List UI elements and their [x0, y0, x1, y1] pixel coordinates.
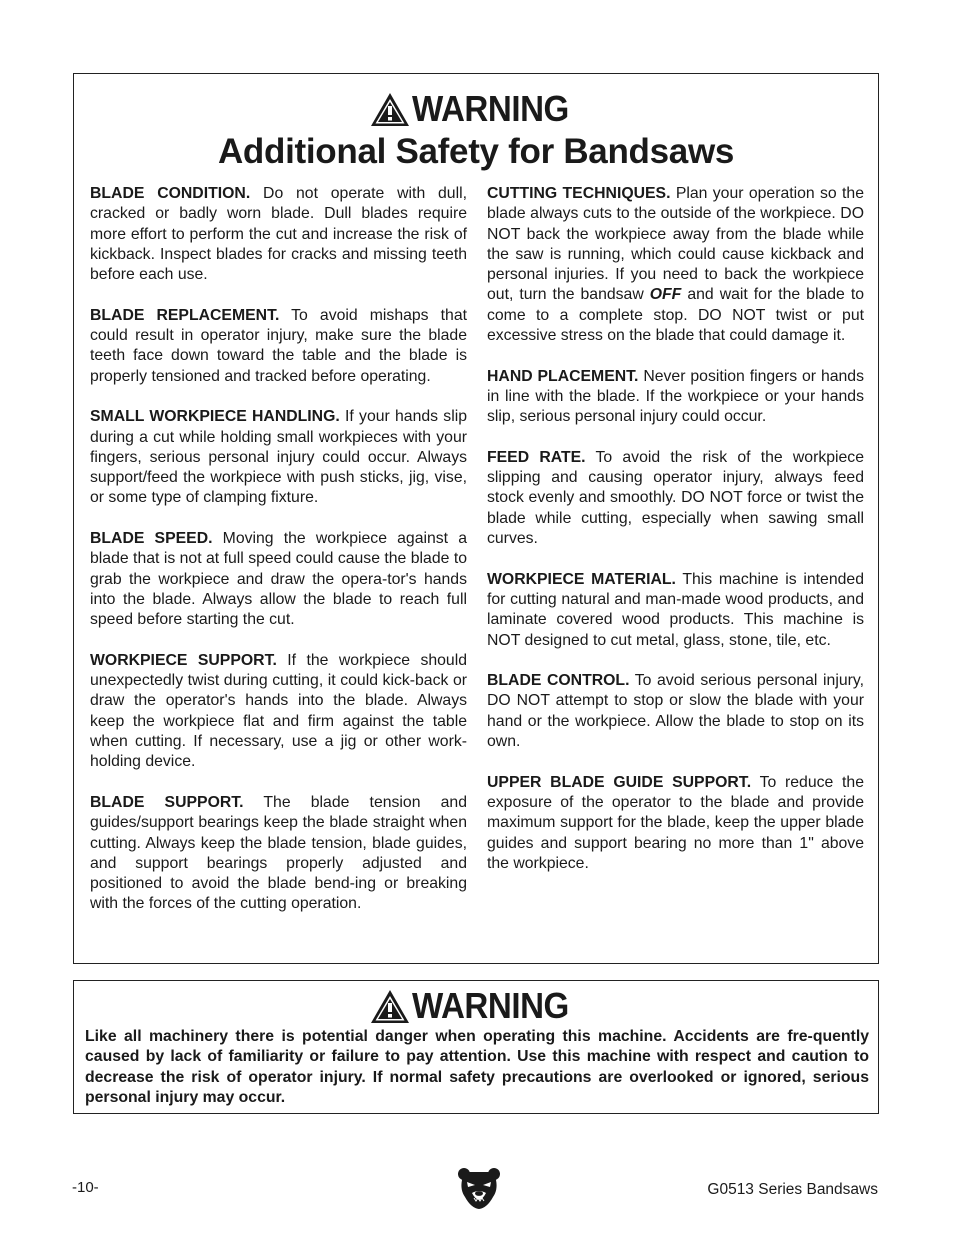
rule-paragraph	[487, 367, 864, 428]
rule-heading: HAND PLACEMENT.	[487, 367, 639, 385]
rule-paragraph	[90, 651, 467, 773]
general-warning-box	[73, 980, 879, 1114]
warning-label: WARNING	[411, 88, 569, 129]
rule-text: Never position fingers or hands in line with the blade. If the workpiece or your hands slip, serious personal injury could occur.	[487, 367, 864, 426]
rule-heading: WORKPIECE SUPPORT.	[90, 651, 277, 669]
rule-paragraph	[90, 407, 467, 508]
rule-text: To avoid serious personal injury, DO NOT attempt to stop or slow the blade with your hand or the workpiece. Allow the blade to stop on its own.	[487, 672, 864, 751]
warning-header	[74, 88, 878, 130]
rule-text: Do not operate with dull, cracked or badly worn blade. Dull blades require more effort to perform the cut and increase the risk of kickback. Inspect blades for cracks and missing teeth before each use.	[90, 185, 468, 284]
warning-header	[74, 985, 878, 1027]
off-emphasis: OFF	[649, 286, 682, 304]
rule-text: and wait for the blade to come to a complete stop. DO NOT twist or put excessive stress on the blade that could damage it.	[487, 286, 864, 345]
rule-text: This machine is intended for cutting natural and man-made wood products, and laminate covered wood products. This machine is NOT designed to cut metal, glass, stone, tile, etc.	[487, 570, 864, 649]
rule-heading: SMALL WORKPIECE HANDLING.	[90, 408, 340, 426]
rule-heading: UPPER BLADE GUIDE SUPPORT.	[487, 773, 752, 791]
right-column	[487, 184, 864, 894]
rule-paragraph	[90, 793, 467, 915]
rule-paragraph	[487, 671, 864, 752]
general-warning-text: Like all machinery there is potential danger when operating this machine. Accidents are fre-quently caused by lack of familiarity or failure to pay attention. Use this machine with respect and caution to decrease the risk of operator injury. If normal safety precautions are overlooked or ignored, serious personal injury may occur.	[85, 1028, 869, 1106]
rule-heading: BLADE SPEED.	[90, 530, 213, 548]
rule-text: To reduce the exposure of the operator to the blade and provide maximum support for the blade, keep the upper blade guides and support bearing no more than 1" above the workpiece.	[487, 773, 864, 872]
rule-paragraph	[90, 529, 467, 630]
rule-paragraph	[487, 184, 864, 346]
safety-warning-box	[73, 73, 879, 964]
rule-text: The blade tension and guides/support bearings keep the blade straight when cutting. Always keep the blade tension, blade guides, and support bearings properly adjusted and positioned to avoid the blade bend-ing or breaking with the forces of the cutting operation.	[90, 793, 467, 913]
bear-head-logo-icon	[457, 1166, 501, 1210]
rule-text: To avoid the risk of the workpiece slipping and causing operator injury, always feed stock evenly and smoothly. DO NOT force or twist the blade while cutting, especially when sawing small curves.	[487, 448, 864, 548]
warning-triangle-icon	[370, 989, 410, 1024]
rule-paragraph	[90, 184, 467, 285]
page-number: -10-	[72, 1179, 99, 1196]
page-title: Additional Safety for Bandsaws	[217, 132, 735, 171]
rule-paragraph	[487, 448, 864, 549]
manual-title: G0513 Series Bandsaws	[707, 1181, 878, 1198]
warning-label: WARNING	[411, 985, 569, 1026]
warning-triangle-icon	[370, 92, 410, 127]
rule-text: Moving the workpiece against a blade that is not at full speed could cause the blade to grab the workpiece and draw the opera-tor's hands into the blade. Always allow the blade to reach full speed before starting the cut.	[90, 530, 468, 629]
rule-paragraph	[487, 773, 864, 874]
rule-text: If the workpiece should unexpectedly twist during cutting, it could kick-back or draw the operator's hands into the blade. Always keep the workpiece flat and firm against the table when cutting. If necessary, use a jig or other work-holding device.	[90, 651, 467, 771]
rule-paragraph	[90, 306, 467, 387]
rule-text: To avoid mishaps that could result in operator injury, make sure the blade teeth face down toward the table and the blade is properly tensioned and tracked before operating.	[90, 306, 467, 385]
rule-heading: CUTTING TECHNIQUES.	[487, 185, 671, 202]
left-column	[90, 184, 467, 935]
rule-heading: BLADE CONTROL.	[487, 672, 630, 690]
rule-text: If your hands slip during a cut while holding small workpieces with your fingers, serious personal injury could occur. Always support/feed the workpiece with push sticks, jig, vise, or some type of clamping fixture.	[90, 408, 468, 507]
rule-heading: WORKPIECE MATERIAL.	[487, 570, 676, 588]
rule-text: Plan your operation so the blade always cuts to the outside of the workpiece. DO NOT back the workpiece away from the blade while the saw is running, which could cause kickback and personal injuries. If you need to back the workpiece out, turn the bandsaw	[487, 185, 865, 304]
rule-heading: FEED RATE.	[487, 448, 586, 466]
rule-heading: BLADE SUPPORT.	[90, 793, 244, 811]
rule-heading: BLADE REPLACEMENT.	[90, 306, 280, 324]
rule-paragraph	[487, 570, 864, 651]
rule-heading: BLADE CONDITION.	[90, 185, 251, 202]
